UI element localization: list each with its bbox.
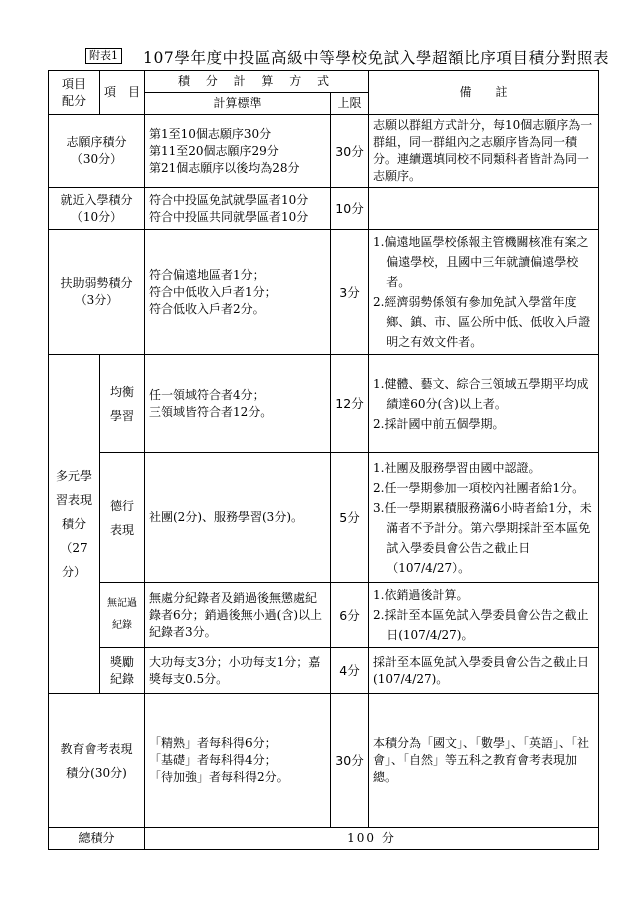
nearby-remark: [369, 188, 599, 230]
conduct-remarks: [369, 453, 599, 583]
header-calc-method: 積 分 計 算 方 式: [145, 71, 369, 93]
volunteer-limit: 30分: [331, 115, 369, 188]
header-row-1: [49, 71, 599, 93]
conduct-name-line2: 表現: [109, 522, 134, 537]
volunteer-criteria-1: 第1至10個志願序30分: [149, 126, 272, 141]
exam-name-line1: 教育會考表現: [60, 741, 133, 756]
conduct-remark-2: 2.任一學期參加一項校內社團者給1分。: [373, 480, 585, 495]
disadvantaged-limit: 3分: [331, 230, 369, 355]
header-limit: 上限: [331, 93, 369, 115]
disadvantaged-remark-1: 1.偏遠地區學校係報主管機關核准有案之偏遠學校，且國中三年就讀偏遠學校者。: [373, 235, 589, 289]
balanced-remark-1: 1.健體、藝文、綜合三領域五學期平均成績達60分(含)以上者。: [373, 376, 589, 411]
header-item-col: 項 目: [100, 71, 145, 115]
conduct-criteria: 社團(2分)、服務學習(3分)。: [145, 453, 331, 583]
document-title: 107學年度中投區高級中等學校免試入學超額比序項目積分對照表: [143, 49, 610, 67]
row-balanced: [49, 355, 599, 453]
conduct-remark-1: 1.社團及服務學習由國中認證。: [373, 460, 541, 475]
title-row: [85, 46, 610, 68]
balanced-remarks: [369, 355, 599, 453]
disadvantaged-name: [49, 230, 145, 355]
total-value: 100 分: [145, 828, 599, 850]
multi-name-line3: 積分: [61, 517, 86, 531]
row-reward: [49, 648, 599, 694]
record-name-line2: 紀錄: [112, 620, 132, 631]
reward-name-line1: 獎勵: [109, 654, 134, 669]
balanced-remark-2: 2.採計國中前五個學期。: [373, 416, 505, 431]
record-remark-1: 1.依銷過後計算。: [373, 588, 469, 602]
balanced-name-line1: 均衡: [109, 384, 134, 399]
row-disadvantaged: [49, 230, 599, 355]
disadvantaged-remarks: [369, 230, 599, 355]
conduct-limit: 5分: [331, 453, 369, 583]
exam-criteria-2: 「基礎」者每科得4分；: [149, 753, 277, 767]
disadvantaged-criteria: [145, 230, 331, 355]
header-item-line1: 項目: [61, 76, 86, 91]
volunteer-criteria-3: 第21個志願序以後均為28分: [149, 160, 300, 175]
volunteer-name-text: 志願序積分: [66, 135, 127, 149]
balanced-criteria-1: 任一領域符合者4分；: [149, 387, 265, 402]
record-criteria: 無處分紀錄者及銷過後無懲處紀錄者6分；銷過後無小過(含)以上紀錄者3分。: [145, 583, 331, 648]
disadvantaged-remark-2: 2.經濟弱勢係領有參加免試入學當年度鄉、鎮、市、區公所中低、低收入戶證明之有效文件者。: [373, 295, 591, 349]
row-record: [49, 583, 599, 648]
exam-criteria: [145, 694, 331, 828]
record-remarks: [369, 583, 599, 648]
balanced-criteria-2: 三領域皆符合者12分。: [149, 404, 273, 419]
row-nearby: [49, 188, 599, 230]
header-item-score: [49, 71, 100, 115]
exam-criteria-1: 「精熟」者每科得6分；: [149, 736, 277, 750]
reward-name-line2: 紀錄: [109, 671, 134, 686]
balanced-name-line2: 學習: [109, 408, 134, 423]
reward-remark: 採計至本區免試入學委員會公告之截止日(107/4/27)。: [369, 648, 599, 694]
row-total: [49, 828, 599, 850]
disadvantaged-score: （3分）: [74, 293, 119, 307]
nearby-criteria: [145, 188, 331, 230]
nearby-score: （10分）: [70, 209, 123, 224]
nearby-limit: 10分: [331, 188, 369, 230]
nearby-criteria-1: 符合中投區免試就學區者10分: [149, 192, 309, 207]
reward-name: [100, 648, 145, 694]
reward-criteria: 大功每支3分；小功每支1分；嘉獎每支0.5分。: [145, 648, 331, 694]
conduct-name-line1: 德行: [109, 498, 134, 513]
disadvantaged-name-text: 扶助弱勢積分: [60, 276, 133, 290]
volunteer-criteria-2: 第11至20個志願序29分: [149, 143, 279, 158]
nearby-criteria-2: 符合中投區共同就學區者10分: [149, 209, 309, 224]
row-exam: [49, 694, 599, 828]
record-name-line1: 無記過: [107, 598, 137, 609]
header-criteria: 計算標準: [145, 93, 331, 115]
conduct-name: [100, 453, 145, 583]
multi-name: [49, 355, 100, 694]
multi-name-line1: 多元學: [55, 469, 92, 483]
disadvantaged-criteria-3: 符合低收入戶者2分。: [149, 301, 265, 316]
record-name: [100, 583, 145, 648]
reward-limit: 4分: [331, 648, 369, 694]
exam-limit: 30分: [331, 694, 369, 828]
nearby-name: [49, 188, 145, 230]
disadvantaged-criteria-2: 符合中低收入戶者1分；: [149, 284, 277, 299]
annex-label: 附表1: [85, 48, 122, 64]
header-remarks: 備 註: [369, 71, 599, 115]
nearby-name-text: 就近入學積分: [60, 192, 133, 207]
volunteer-score: （30分）: [70, 152, 123, 166]
volunteer-remark: 志願以群組方式計分，每10個志願序為一群組，同一群組內之志願序皆為同一積分。連續選填同校不同類科者皆計為同一志願序。: [369, 115, 599, 188]
row-conduct: [49, 453, 599, 583]
multi-name-line4: （27分）: [60, 541, 88, 579]
balanced-name: [100, 355, 145, 453]
record-limit: 6分: [331, 583, 369, 648]
record-remark-2: 2.採計至本區免試入學委員會公告之截止日(107/4/27)。: [373, 608, 589, 642]
balanced-criteria: [145, 355, 331, 453]
exam-name: [49, 694, 145, 828]
exam-name-line2: 積分(30分): [66, 765, 127, 780]
disadvantaged-criteria-1: 符合偏遠地區者1分；: [149, 267, 265, 282]
conduct-remark-3: 3.任一學期累積服務滿6小時者給1分，未滿者不予計分。第六學期採計至本區免試入學委員會公告之截止日（107/4/27）。: [373, 500, 592, 575]
exam-remark: 本積分為「國文」、「數學」、「英語」、「社會」、「自然」等五科之教育會考表現加總。: [369, 694, 599, 828]
header-item-line2: 配分: [61, 93, 86, 108]
balanced-limit: 12分: [331, 355, 369, 453]
total-label: 總積分: [49, 828, 145, 850]
row-volunteer: [49, 115, 599, 188]
exam-criteria-3: 「待加強」者每科得2分。: [149, 770, 289, 784]
volunteer-criteria: [145, 115, 331, 188]
multi-name-line2: 習表現: [55, 493, 92, 507]
score-table: [48, 70, 599, 850]
volunteer-name: [49, 115, 145, 188]
